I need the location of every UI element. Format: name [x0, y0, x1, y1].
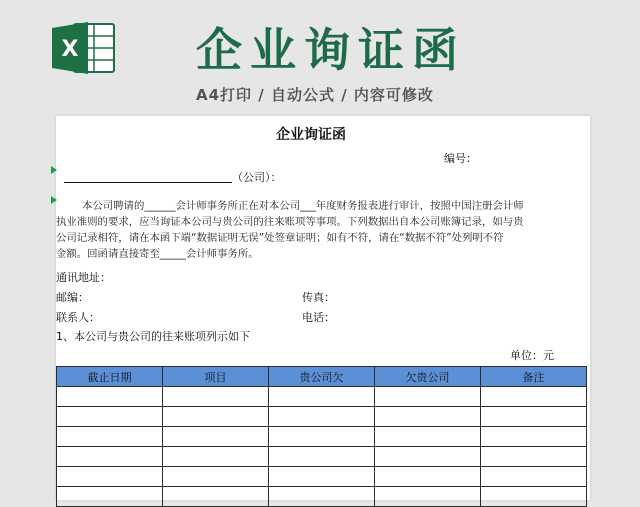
table-cell[interactable] — [163, 447, 269, 467]
postcode-label: 邮编： — [56, 291, 89, 304]
column-header-date: 截止日期 — [57, 367, 163, 387]
table-cell[interactable] — [163, 487, 269, 507]
number-label: 编号： — [444, 152, 477, 165]
table-cell[interactable] — [375, 427, 481, 447]
table-row — [57, 407, 587, 427]
excel-icon-letter: X — [61, 37, 79, 62]
table-row — [57, 447, 587, 467]
table-cell[interactable] — [269, 487, 375, 507]
table-cell[interactable] — [269, 387, 375, 407]
table-cell[interactable] — [57, 387, 163, 407]
document-page — [56, 116, 590, 500]
company-suffix-label: （公司）： — [232, 171, 282, 184]
table-cell[interactable] — [481, 387, 587, 407]
table-cell[interactable] — [375, 447, 481, 467]
fax-label: 传真： — [302, 291, 335, 304]
unit-label: 单位：元 — [510, 349, 554, 362]
table-cell[interactable] — [269, 427, 375, 447]
table-cell[interactable] — [269, 407, 375, 427]
table-cell[interactable] — [375, 407, 481, 427]
banner-subtitle: A4打印 / 自动公式 / 内容可修改 — [196, 86, 434, 104]
address-label: 通讯地址： — [56, 271, 111, 284]
table-cell[interactable] — [481, 427, 587, 447]
table-cell[interactable] — [163, 407, 269, 427]
banner-title: 企业询证函 — [196, 23, 466, 77]
table-row — [57, 487, 587, 507]
table-cell[interactable] — [481, 487, 587, 507]
company-name-field[interactable] — [64, 182, 232, 183]
column-header-item: 项目 — [163, 367, 269, 387]
column-header-they-owe: 贵公司欠 — [269, 367, 375, 387]
table-cell[interactable] — [375, 387, 481, 407]
table-cell[interactable] — [375, 467, 481, 487]
document-title: 企业询证函 — [276, 127, 346, 143]
cell-comment-marker — [51, 166, 57, 174]
phone-label: 电话： — [302, 311, 335, 324]
excel-icon — [52, 20, 116, 76]
paragraph-line: 金额。回函请直接寄至_____会计师事务所。 — [56, 248, 259, 260]
column-header-we-owe: 欠贵公司 — [375, 367, 481, 387]
table-cell[interactable] — [163, 467, 269, 487]
table-row — [57, 467, 587, 487]
table-cell[interactable] — [57, 467, 163, 487]
table-cell[interactable] — [269, 447, 375, 467]
table-cell[interactable] — [163, 387, 269, 407]
table-cell[interactable] — [375, 487, 481, 507]
column-header-remark: 备注 — [481, 367, 587, 387]
section-label: 1、本公司与贵公司的往来账项列示如下 — [56, 330, 250, 343]
table-cell[interactable] — [57, 487, 163, 507]
table-body — [57, 387, 587, 507]
paragraph-line: 公司记录相符，请在本函下端“数据证明无误”处签章证明；如有不符，请在“数据不符”处列明不符 — [56, 232, 504, 244]
cell-comment-marker — [51, 196, 57, 204]
table-cell[interactable] — [57, 447, 163, 467]
banner — [0, 0, 640, 116]
account-table — [56, 366, 587, 507]
paragraph-line: 执业准则的要求，应当询证本公司与贵公司的往来账项等事项。下列数据出自本公司账簿记录，如与贵 — [56, 216, 524, 228]
table-header-row — [57, 367, 587, 387]
table-cell[interactable] — [481, 467, 587, 487]
table-row — [57, 427, 587, 447]
table-cell[interactable] — [57, 427, 163, 447]
table-cell[interactable] — [57, 407, 163, 427]
paragraph-line: 本公司聘请的______会计师事务所正在对本公司___年度财务报表进行审计，按照中国注册会计师 — [82, 200, 524, 212]
table-cell[interactable] — [269, 467, 375, 487]
table-cell[interactable] — [481, 407, 587, 427]
table-cell[interactable] — [481, 447, 587, 467]
contact-label: 联系人： — [56, 311, 100, 324]
table-cell[interactable] — [163, 427, 269, 447]
table-row — [57, 387, 587, 407]
